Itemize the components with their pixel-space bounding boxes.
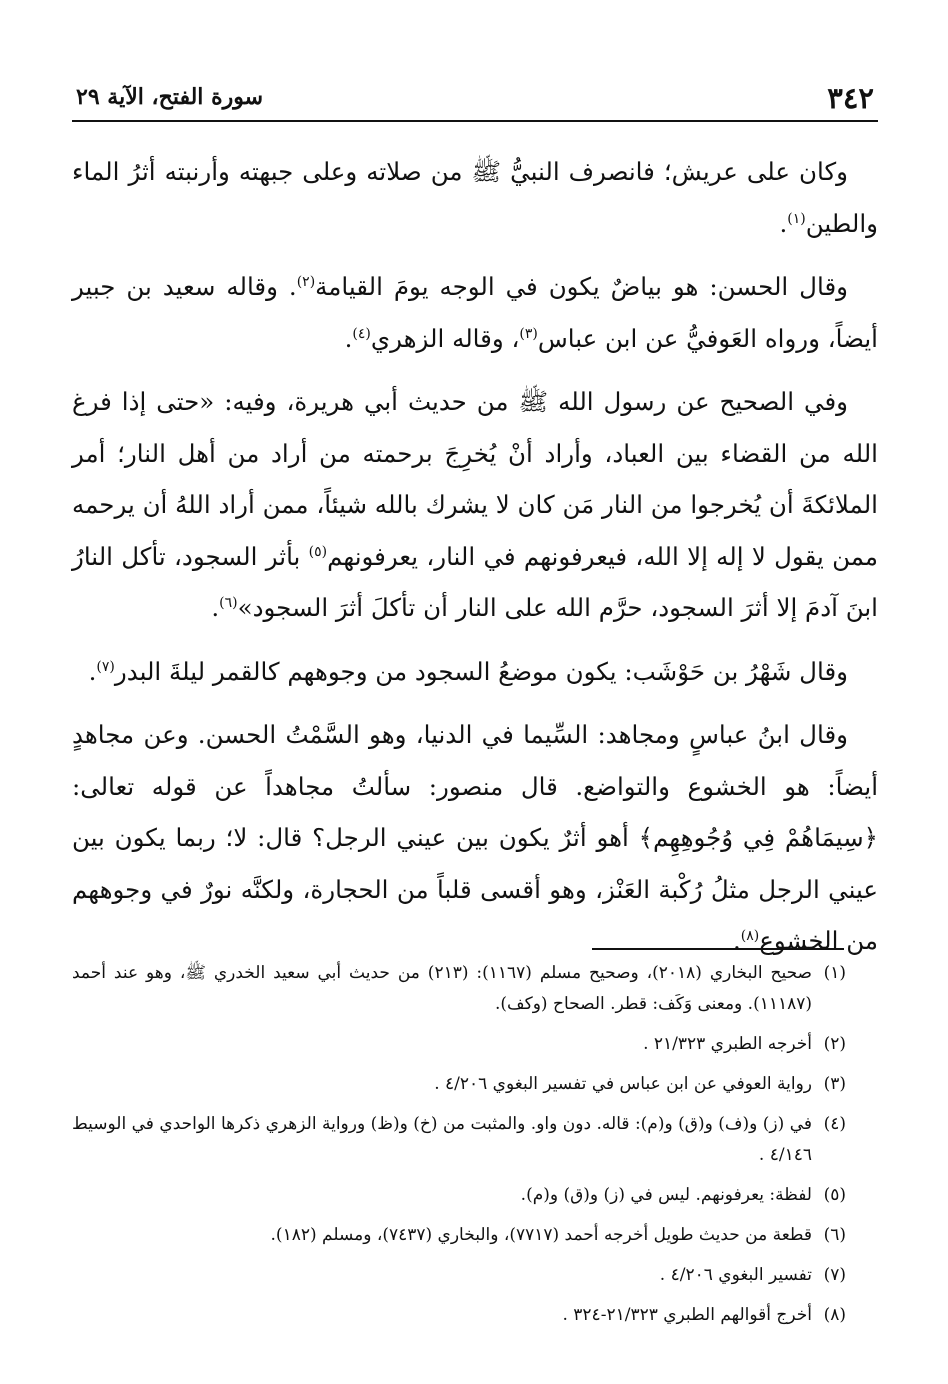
footnote-ref: (٦) (219, 594, 238, 611)
footnote-separator (592, 948, 844, 950)
footnote: (٣)رواية العوفي عن ابن عباس في تفسير البغوي ٤/٢٠٦ . (434, 1074, 846, 1094)
paragraph: وكان على عريش؛ فانصرف النبيُّ ﷺ من صلاته وعلى جبهته وأرنبته أثرُ الماء والطين$^{(١)}$. (72, 157, 878, 238)
main-text (72, 146, 878, 979)
footnote: (٢)أخرجه الطبري ٢١/٣٢٣ . (643, 1034, 846, 1054)
footnote: (٤)في (ز) و(ف) و(ق) و(م): قاله. دون واو. والمثبت من (خ) و(ظ) ورواية الزهري ذكرها الواحدي في الوسيط ٤/١٤٦ . (72, 1114, 846, 1165)
footnote: (٧)تفسير البغوي ٤/٢٠٦ . (659, 1265, 846, 1285)
footnote-ref: (٧) (96, 658, 115, 675)
footnote-ref: (١) (787, 210, 806, 227)
page-header (72, 74, 878, 122)
footnote: (١)صحيح البخاري (٢٠١٨)، وصحيح مسلم (١١٦٧): (٢١٣) من حديث أبي سعيد الخدري ﷺ، وهو عند أحمد (١١١٨٧). ومعنى وَكَف: قطر. الصحاح (وكف). (72, 963, 846, 1014)
paragraph: وقال ابنُ عباسٍ ومجاهد: السِّيما في الدنيا، وهو السَّمْتُ الحسن. وعن مجاهدٍ أيضاً: هو الخشوع والتواضع. قال منصور: سألتُ مجاهداً عن قوله تعالى: ﴿سِيمَاهُمْ فِي وُجُوهِهِم﴾ أهو أثرٌ يكون بين عيني الرجل؟ قال: لا؛ ربما يكون بين عيني الرجل مثلُ رُكْبة العَنْز، وهو أقسى قلباً من الحجارة، ولكنَّه نورٌ في وجوههم من الخشوع$^{(٨)}$. (72, 720, 878, 955)
footnote: (٦)قطعة من حديث طويل أخرجه أحمد (٧٧١٧)، والبخاري (٧٤٣٧)، ومسلم (١٨٢). (270, 1225, 846, 1245)
footnote-ref: (٣) (519, 325, 538, 342)
paragraph: وفي الصحيح عن رسول الله ﷺ من حديث أبي هريرة، وفيه: «حتى إذا فرغ الله من القضاء بين العباد، وأراد أنْ يُخرِجَ برحمته من أراد من أهل النار؛ أمر الملائكةَ أن يُخرجوا من النار مَن كان لا يشرك بالله شيئاً، ممن أراد اللهُ أن يرحمه ممن يقول لا إله إلا الله، فيعرفونهم في النار، يعرفونهم$^{(٥)}$ بأثر السجود، تأكل النارُ ابنَ آدمَ إلا أثرَ السجود، حرَّم الله على النار أن تأكلَ أثرَ السجود»$^{(٦)}$. (72, 387, 879, 622)
footnote-ref: (٤) (352, 325, 371, 342)
running-title: سورة الفتح، الآية ٢٩ (76, 84, 264, 110)
paragraph: وقال شَهْرُ بن حَوْشَب: يكون موضعُ السجود من وجوههم كالقمر ليلةَ البدر$^{(٧)}$. (88, 656, 848, 686)
footnote-ref: (٢) (296, 273, 316, 290)
footnote: (٥)لفظة: يعرفونهم. ليس في (ز) و(ق) و(م). (520, 1185, 846, 1205)
paragraph: وقال الحسن: هو بياضٌ يكون في الوجه يومَ القيامة$^{(٢)}$. وقاله سعيد بن جبير أيضاً، ورواه العَوفيُّ عن ابن عباس$^{(٣)}$، وقاله الزهري$^{(٤)}$. (72, 272, 878, 353)
footnotes (72, 958, 846, 1340)
page-number: ٣٤٢ (827, 81, 874, 115)
footnote-ref: (٥) (308, 543, 328, 560)
footnote: (٨)أخرج أقوالهم الطبري ٢١/٣٢٣-٣٢٤ . (562, 1305, 846, 1325)
footnote-ref: (٨) (740, 927, 760, 944)
